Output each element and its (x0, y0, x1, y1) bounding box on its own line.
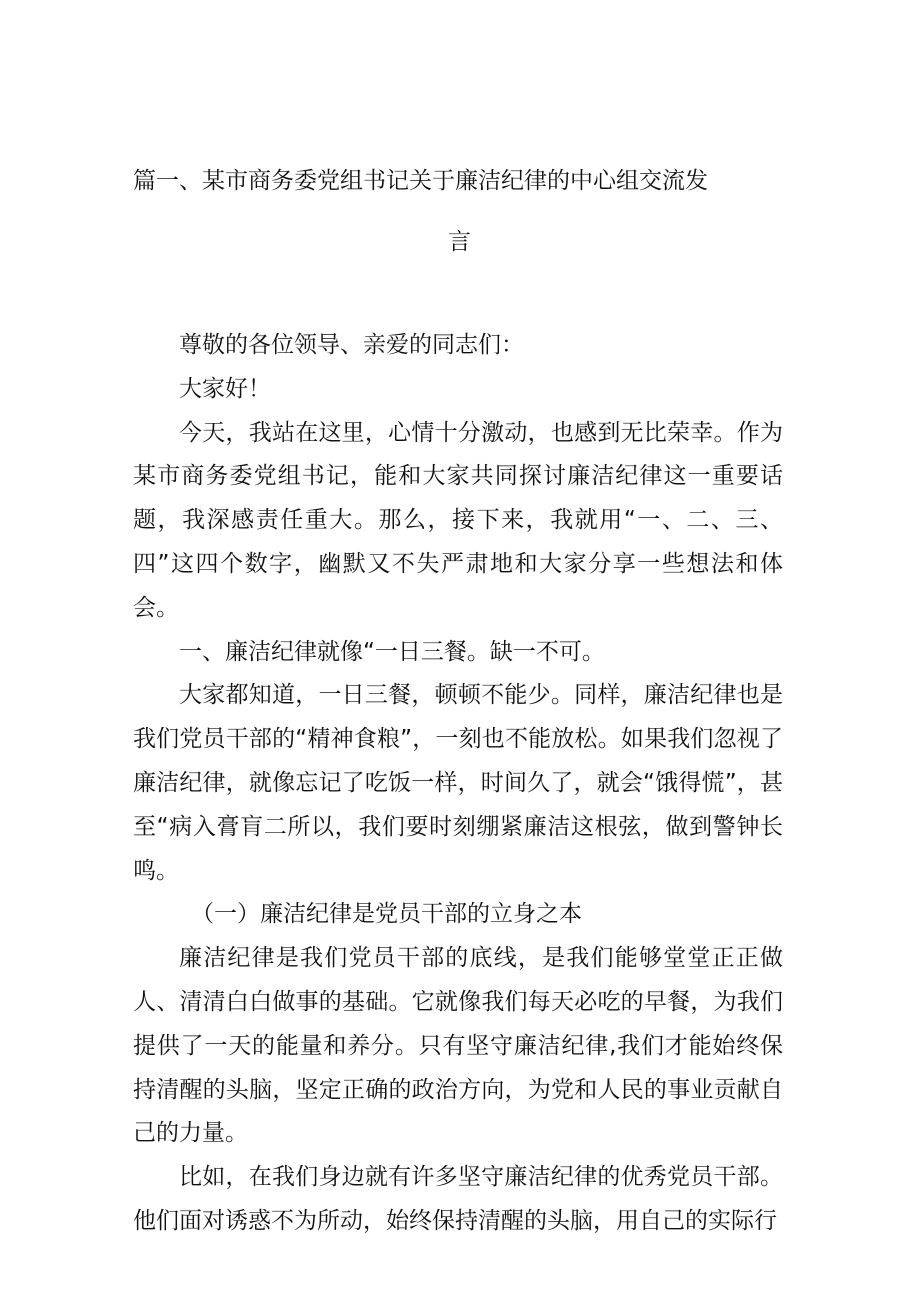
document-title-line-1: 篇一、某市商务委党组书记关于廉洁纪律的中心组交流发 (133, 168, 708, 194)
document-body (133, 324, 783, 1244)
greeting-paragraph: 大家好！ (179, 375, 271, 402)
body-paragraph: 比如，在我们身边就有许多坚守廉洁纪律的优秀党员干部。他们面对诱惑不为所动，始终保持清醒的头脑，用自己的实际行 (133, 1164, 783, 1234)
section-heading: 一、廉洁纪律就像“一日三餐。缺一不可。 (179, 638, 605, 665)
body-paragraph: 廉洁纪律是我们党员干部的底线，是我们能够堂堂正正做人、清清白白做事的基础。它就像我们每天必吃的早餐，为我们提供了一天的能量和养分。只有坚守廉洁纪律,我们才能始终保持清醒的头脑，坚定正确的政治方向，为党和人民的事业贡献自己的力量。 (133, 945, 783, 1147)
salutation-paragraph: 尊敬的各位领导、亲爱的同志们： (179, 332, 524, 358)
body-paragraph: 今天，我站在这里，心情十分激动，也感到无比荣幸。作为某市商务委党组书记，能和大家共同探讨廉洁纪律这一重要话题，我深感责任重大。那么，接下来，我就用“一、二、三、四”这四个数字，幽默又不失严肃地和大家分享一些想法和体会。 (133, 419, 783, 621)
subsection-heading: （一）廉洁纪律是党员干部的立身之本 (191, 901, 582, 928)
document-title-line-2: 言 (448, 229, 471, 255)
body-paragraph: 大家都知道，一日三餐，顿顿不能少。同样，廉洁纪律也是我们党员干部的“精神食粮”，一刻也不能放松。如果我们忽视了廉洁纪律，就像忘记了吃饭一样，时间久了，就会“饿得慌”，甚至“病入膏肓二所以，我们要时刻绷紧廉洁这根弦，做到警钟长鸣。 (133, 682, 783, 884)
